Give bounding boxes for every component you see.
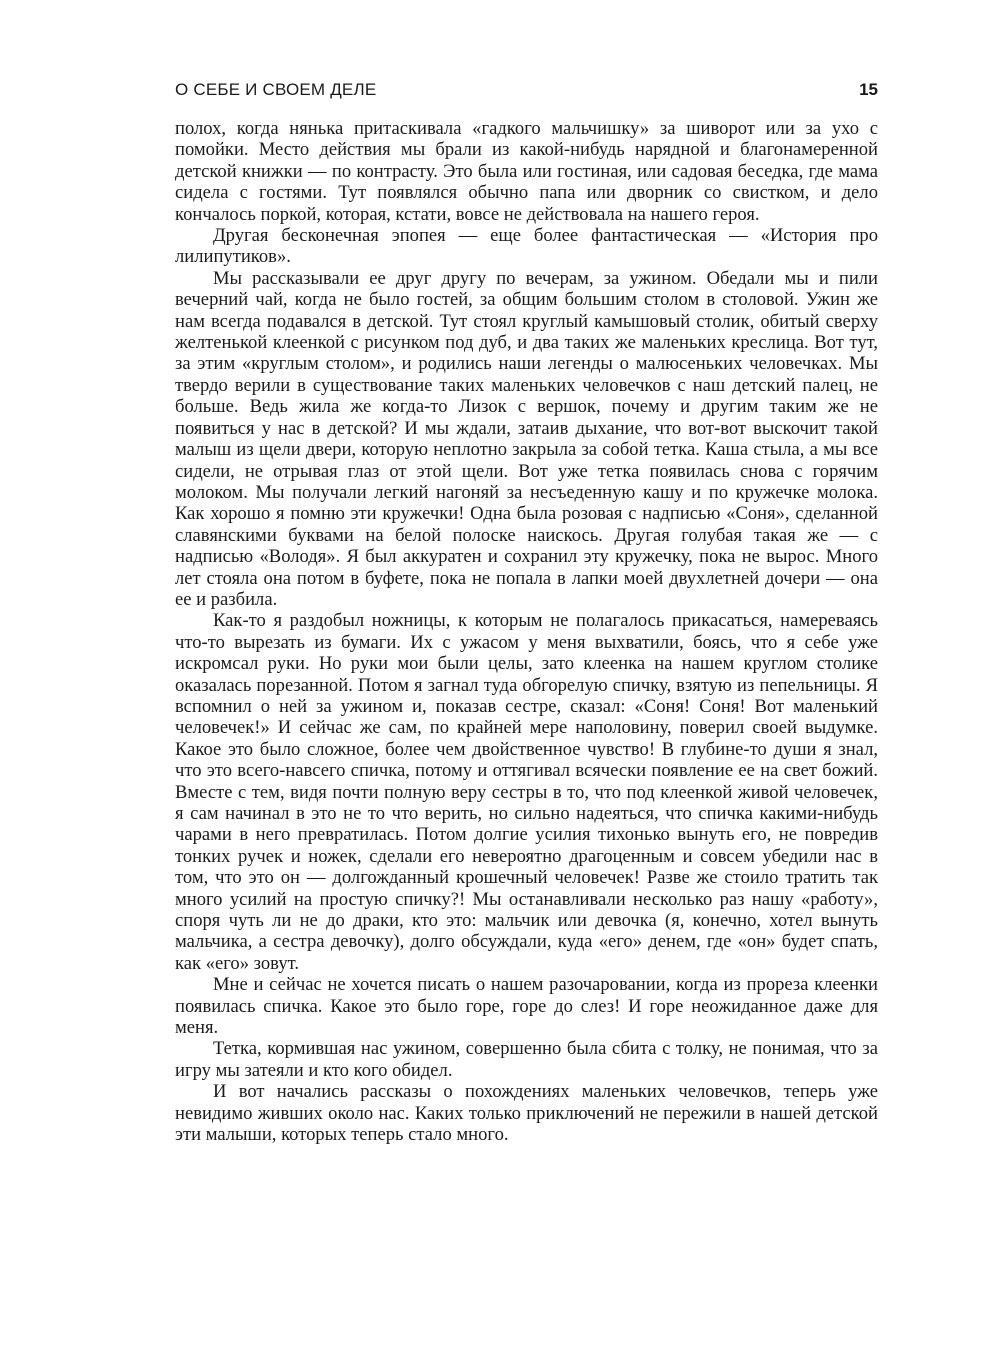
paragraph-continued: полох, когда нянька притаскивала «гадкого мальчишку» за шиворот или за ухо с помойки. Место действия мы брали из какой-нибудь нарядной и благонамеренной детской книжки — по контрасту. Это была или гостиная, или садовая беседка, где мама сидела с гостями. Тут появлялся обычно папа или дворник со свистком, и дело кончалось поркой, которая, кстати, вовсе не действовала на нашего героя. — [175, 118, 878, 225]
paragraph: Мне и сейчас не хочется писать о нашем разочаровании, когда из прореза клеенки появилась спичка. Какое это было горе, горе до слез! И горе неожиданное даже для меня. — [175, 974, 878, 1039]
paragraph: И вот начались рассказы о похождениях маленьких человечков, теперь уже невидимо живших около нас. Каких только приключений не пережили в нашей детской эти малыши, которых теперь стало много. — [175, 1081, 878, 1146]
page-number: 15 — [859, 80, 878, 99]
body-text — [175, 118, 878, 1146]
paragraph: Другая бесконечная эпопея — еще более фантастическая — «История про лилипутиков». — [175, 225, 878, 268]
paragraph: Мы рассказывали ее друг другу по вечерам, за ужином. Обедали мы и пили вечерний чай, когда не было гостей, за общим большим столом в столовой. Ужин же нам всегда подавался в детской. Тут стоял круглый камышовый столик, обитый сверху желтенькой клеенкой с рисунком под дуб, и два таких же маленьких креслица. Вот тут, за этим «круглым столом», и родились наши легенды о малюсеньких человечках. Мы твердо верили в существование таких маленьких человечков с наш детский палец, не больше. Ведь жила же когда-то Лизок с вершок, почему и другим таким же не появиться у нас в детской? И мы ждали, затаив дыхание, что вот-вот выскочит такой малыш из щели двери, которую неплотно закрыла за собой тетка. Каша стыла, а мы все сидели, не отрывая глаз от этой щели. Вот уже тетка появилась снова с горячим молоком. Мы получали легкий нагоняй за несъеденную кашу и по кружечке молока. Как хорошо я помню эти кружечки! Одна была розовая с надписью «Соня», сделанной славянскими буквами на белой полоске наискось. Другая голубая такая же — с надписью «Володя». Я был аккуратен и сохранил эту кружечку, пока не вырос. Много лет стояла она потом в буфете, пока не попала в лапки моей двухлетней дочери — она ее и разбила. — [175, 267, 878, 610]
book-page — [175, 80, 878, 1146]
running-title: О СЕБЕ И СВОЕМ ДЕЛЕ — [175, 80, 377, 99]
paragraph: Как-то я раздобыл ножницы, к которым не полагалось прикасаться, намереваясь что-то вырезать из бумаги. Их с ужасом у меня выхватили, боясь, что я себе уже искромсал руки. Но руки мои были целы, зато клеенка на нашем круглом столике оказалась порезанной. Потом я загнал туда обгорелую спичку, взятую из пепельницы. Я вспомнил о ней за ужином и, показав сестре, сказал: «Соня! Соня! Вот маленький человечек!» И сейчас же сам, по крайней мере наполовину, поверил своей выдумке. Какое это было сложное, более чем двойственное чувство! В глубине-то души я знал, что это всего-навсего спичка, потому и оттягивал всячески появление ее на свет божий. Вместе с тем, видя почти полную веру сестры в то, что под клеенкой живой человечек, я сам начинал в это не то что верить, но сильно надеяться, что спичка какими-нибудь чарами в него превратилась. Потом долгие усилия тихонько вынуть его, не повредив тонких ручек и ножек, сделали его невероятно драгоценным и совсем убедили нас в том, что это он — долгожданный крошечный человечек! Разве же стоило тратить так много усилий на простую спичку?! Мы останавливали несколько раз нашу «работу», споря чуть ли не до драки, кто это: мальчик или девочка (я, конечно, хотел вынуть мальчика, а сестра девочку), долго обсуждали, куда «его» денем, где «он» будет спать, как «его» зовут. — [175, 610, 878, 974]
running-header — [175, 80, 878, 118]
paragraph: Тетка, кормившая нас ужином, совершенно была сбита с толку, не понимая, что за игру мы затеяли и кто кого обидел. — [175, 1038, 878, 1081]
